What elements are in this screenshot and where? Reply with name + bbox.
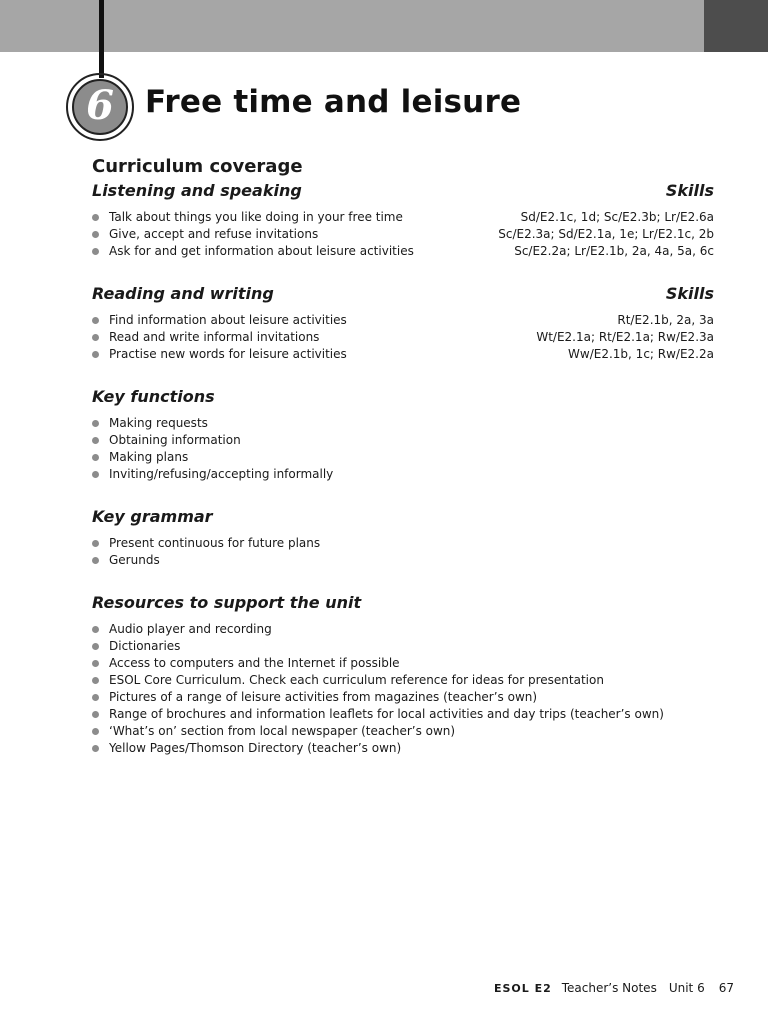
key-grammar-header	[92, 507, 714, 531]
list-item	[92, 655, 714, 672]
chapter-number-badge	[66, 73, 134, 141]
list-item	[92, 329, 714, 346]
key-functions-header	[92, 387, 714, 411]
bullet-icon	[92, 351, 99, 358]
list-item	[92, 723, 714, 740]
item-text: Making plans	[109, 450, 189, 464]
bullet-icon	[92, 437, 99, 444]
listening-speaking-list	[92, 209, 714, 260]
item-text: ‘What’s on’ section from local newspaper (teacher’s own)	[109, 724, 456, 738]
bullet-icon	[92, 231, 99, 238]
reading-writing-header	[92, 284, 714, 308]
item-text: Find information about leisure activities	[109, 313, 347, 327]
curriculum-coverage-heading: Curriculum coverage	[92, 156, 303, 177]
list-item	[92, 243, 714, 260]
item-text: ESOL Core Curriculum. Check each curriculum reference for ideas for presentation	[109, 673, 604, 687]
item-text: Gerunds	[109, 553, 160, 567]
bullet-icon	[92, 745, 99, 752]
skill-reference: Sc/E2.2a; Lr/E2.1b, 2a, 4a, 5a, 6c	[514, 244, 714, 258]
item-text: Ask for and get information about leisure activities	[109, 244, 414, 258]
item-text: Practise new words for leisure activities	[109, 347, 347, 361]
skills-label: Skills	[665, 284, 714, 303]
chapter-number-disc	[72, 79, 128, 135]
bullet-icon	[92, 643, 99, 650]
section-heading: Key grammar	[92, 507, 213, 526]
bullet-icon	[92, 471, 99, 478]
chapter-number: 6	[86, 82, 114, 129]
item-text: Yellow Pages/Thomson Directory (teacher’s own)	[109, 741, 402, 755]
chapter-title: Free time and leisure	[145, 84, 522, 120]
key-functions-list	[92, 415, 714, 483]
section-heading: Key functions	[92, 387, 215, 406]
bullet-icon	[92, 317, 99, 324]
skill-reference: Sd/E2.1c, 1d; Sc/E2.3b; Lr/E2.6a	[520, 210, 714, 224]
list-item	[92, 415, 714, 432]
resources-list	[92, 621, 714, 757]
item-text: Inviting/refusing/accepting informally	[109, 467, 334, 481]
skills-label: Skills	[665, 181, 714, 200]
list-item	[92, 535, 714, 552]
list-item	[92, 740, 714, 757]
list-item	[92, 209, 714, 226]
header-corner-block	[704, 0, 768, 52]
footer-notes: Teacher’s Notes	[561, 981, 657, 995]
bullet-icon	[92, 420, 99, 427]
item-text: Present continuous for future plans	[109, 536, 321, 550]
bullet-icon	[92, 728, 99, 735]
item-text: Read and write informal invitations	[109, 330, 320, 344]
item-text: Range of brochures and information leaflets for local activities and day trips (teacher’s own)	[109, 707, 664, 721]
item-text: Audio player and recording	[109, 622, 272, 636]
item-text: Obtaining information	[109, 433, 241, 447]
list-item	[92, 672, 714, 689]
bullet-icon	[92, 454, 99, 461]
header-band	[0, 0, 704, 52]
skill-reference: Sc/E2.3a; Sd/E2.1a, 1e; Lr/E2.1c, 2b	[498, 227, 714, 241]
list-item	[92, 312, 714, 329]
footer-unit: Unit 6	[668, 981, 705, 995]
bullet-icon	[92, 677, 99, 684]
reading-writing-list	[92, 312, 714, 363]
bullet-icon	[92, 660, 99, 667]
list-item	[92, 638, 714, 655]
bullet-icon	[92, 626, 99, 633]
bullet-icon	[92, 248, 99, 255]
section-heading: Reading and writing	[92, 284, 274, 303]
list-item	[92, 346, 714, 363]
chapter-marker-line	[99, 0, 104, 78]
bullet-icon	[92, 694, 99, 701]
item-text: Making requests	[109, 416, 208, 430]
page-number: 67	[718, 981, 734, 995]
curriculum-content	[92, 156, 714, 757]
item-text: Dictionaries	[109, 639, 181, 653]
list-item	[92, 226, 714, 243]
item-text: Pictures of a range of leisure activities from magazines (teacher’s own)	[109, 690, 538, 704]
resources-header	[92, 593, 714, 617]
list-item	[92, 621, 714, 638]
list-item	[92, 432, 714, 449]
skill-reference: Ww/E2.1b, 1c; Rw/E2.2a	[568, 347, 714, 361]
list-item	[92, 449, 714, 466]
page-footer	[494, 981, 734, 995]
section-heading: Listening and speaking	[92, 181, 302, 200]
bullet-icon	[92, 557, 99, 564]
bullet-icon	[92, 334, 99, 341]
list-item	[92, 689, 714, 706]
section-heading: Resources to support the unit	[92, 593, 362, 612]
skill-reference: Wt/E2.1a; Rt/E2.1a; Rw/E2.3a	[536, 330, 714, 344]
bullet-icon	[92, 711, 99, 718]
item-text: Talk about things you like doing in your free time	[109, 210, 403, 224]
item-text: Give, accept and refuse invitations	[109, 227, 319, 241]
listening-speaking-header	[92, 181, 714, 205]
list-item	[92, 552, 714, 569]
bullet-icon	[92, 540, 99, 547]
bullet-icon	[92, 214, 99, 221]
list-item	[92, 466, 714, 483]
skill-reference: Rt/E2.1b, 2a, 3a	[617, 313, 714, 327]
key-grammar-list	[92, 535, 714, 569]
list-item	[92, 706, 714, 723]
item-text: Access to computers and the Internet if possible	[109, 656, 400, 670]
footer-series: ESOL E2	[493, 982, 552, 995]
